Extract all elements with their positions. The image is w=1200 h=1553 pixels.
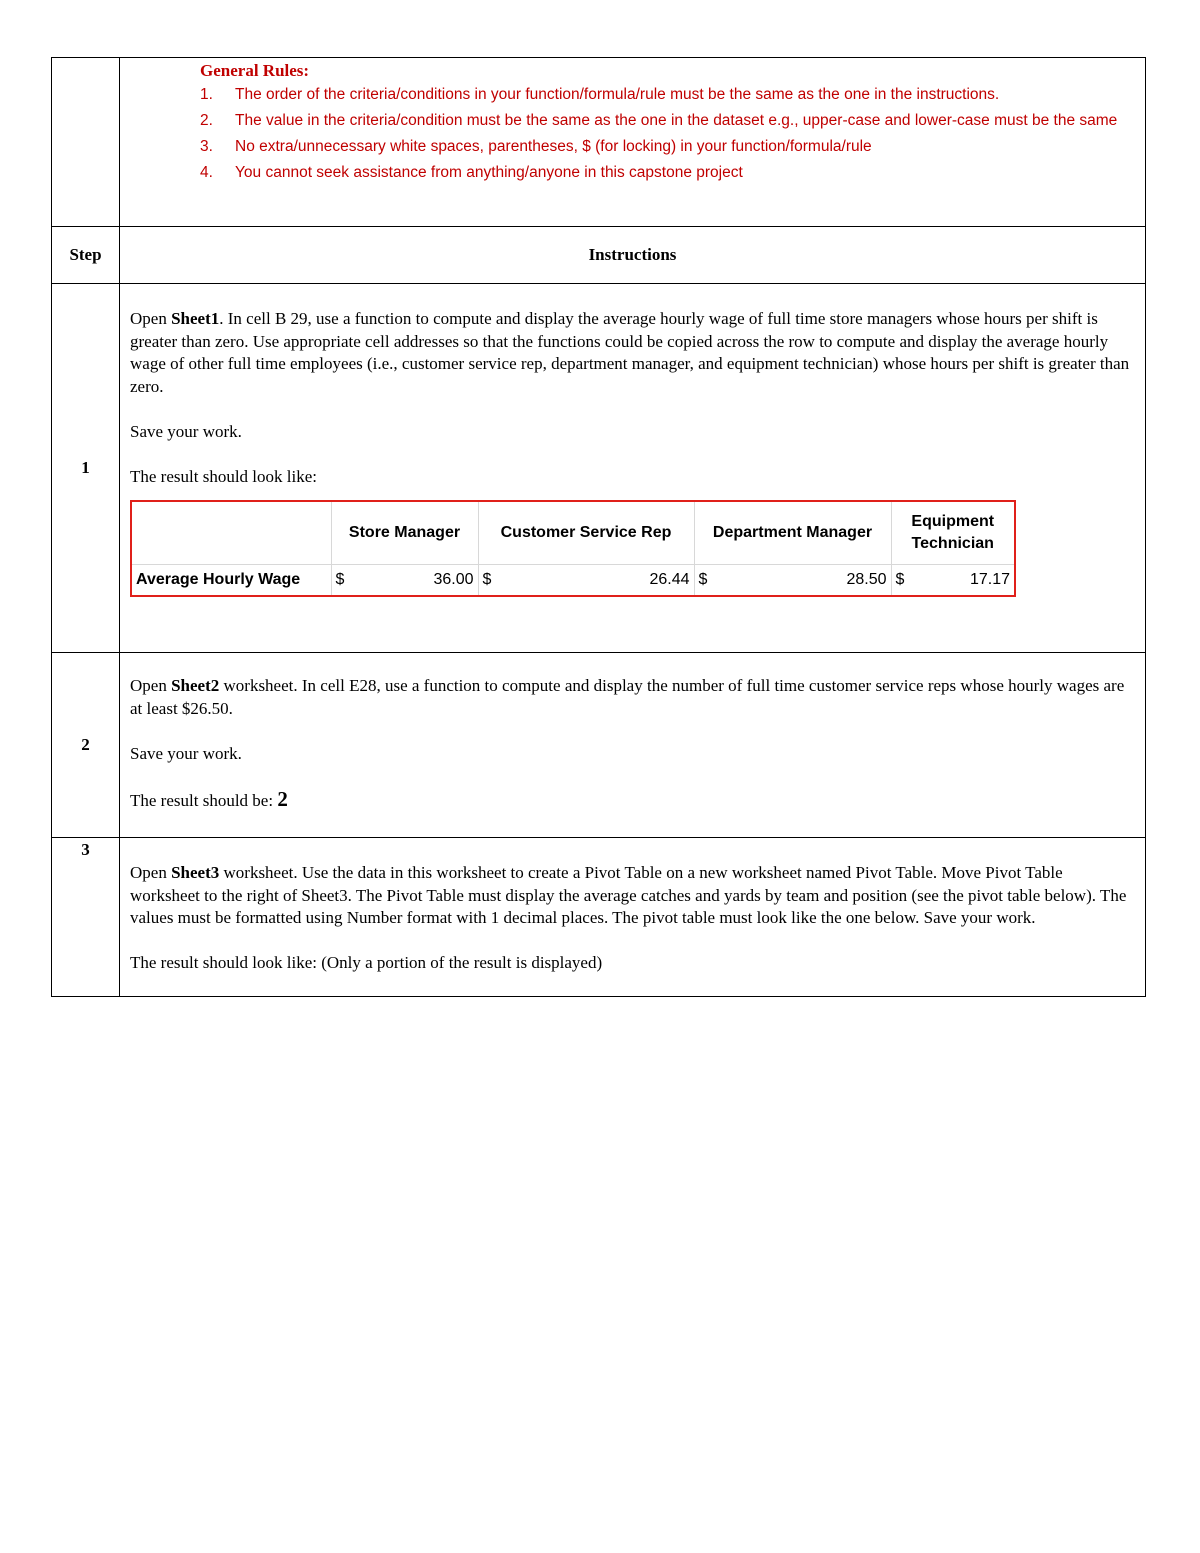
column-header: Store Manager (331, 501, 478, 565)
rule-text: The value in the criteria/condition must be the same as the one in the dataset e.g., upper-case and lower-case must be the same (235, 112, 1118, 129)
result-value-row (131, 565, 1015, 597)
rule-text: The order of the criteria/conditions in your function/formula/rule must be the same as the one in the instructions. (235, 86, 1000, 103)
result-table (130, 500, 1016, 597)
instructions-table (51, 57, 1146, 997)
step-number: 3 (52, 838, 120, 997)
sheet-name: Sheet1 (171, 309, 220, 328)
result-text: The result should look like: (130, 466, 317, 486)
open-label: Open (130, 309, 172, 328)
instructions-header: Instructions (120, 227, 1146, 284)
step-number: 2 (52, 653, 120, 838)
column-header: Equipment Technician (891, 501, 1015, 565)
save-text: Save your work. (130, 421, 242, 441)
step-1-text (130, 308, 1135, 398)
column-header: Customer Service Rep (478, 501, 694, 565)
value-cell (478, 565, 694, 597)
value: 28.50 (846, 570, 887, 588)
value-cell (694, 565, 891, 597)
currency-symbol: $ (698, 570, 708, 588)
value-cell (331, 565, 478, 597)
sheet-name: Sheet3 (171, 863, 220, 882)
currency-symbol: $ (895, 570, 905, 588)
step-header: Step (52, 227, 120, 284)
result-answer: 2 (277, 786, 288, 811)
instruction-text: worksheet. Use the data in this worksheet to create a Pivot Table on a new worksheet named Pivot Table. Move Pivot Table worksheet to the right of Sheet3. The Pivot Table must display the average catches and yards by team and position (see the pivot table below). The values must be formatted using Number format with 1 decimal places. The pivot table must look like the one below. Save your work. (130, 863, 1127, 927)
value-cell (891, 565, 1015, 597)
open-label: Open (130, 676, 172, 695)
rule-item (200, 82, 1135, 108)
step-2-text (130, 675, 1135, 720)
instruction-text: . In cell B 29, use a function to compute and display the average hourly wage of full time store managers whose hours per shift is greater than zero. Use appropriate cell addresses so that the functions could be copied across the row to compute and display the average hourly wage of other full time employees (i.e., customer service rep, department manager, and equipment technician) whose hours per shift is greater than zero. (130, 309, 1130, 396)
rule-text: No extra/unnecessary white spaces, parentheses, $ (for locking) in your function/formula/rule (235, 138, 872, 155)
rules-list (200, 82, 1135, 186)
step-3-text (130, 862, 1135, 930)
row-label: Average Hourly Wage (131, 565, 331, 597)
rule-number: 1. (200, 86, 213, 103)
rule-item (200, 108, 1135, 134)
rule-number: 2. (200, 112, 213, 129)
empty-header-cell (131, 501, 331, 565)
value: 36.00 (433, 570, 474, 588)
step-2-row (52, 653, 1146, 838)
step-3-content (120, 838, 1146, 997)
column-header: Department Manager (694, 501, 891, 565)
rule-number: 4. (200, 164, 213, 181)
step-3-row (52, 838, 1146, 997)
currency-symbol: $ (482, 570, 492, 588)
rules-cell (120, 58, 1146, 227)
open-label: Open (130, 863, 172, 882)
rules-row (52, 58, 1146, 227)
instruction-text: worksheet. In cell E28, use a function to compute and display the number of full time customer service reps whose hourly wages are at least $26.50. (130, 676, 1125, 718)
save-text: Save your work. (130, 743, 242, 763)
step-1-row (52, 284, 1146, 653)
step-number: 1 (52, 284, 120, 653)
rule-item (200, 134, 1135, 160)
result-text: The result should look like: (Only a portion of the result is displayed) (130, 953, 603, 972)
rule-number: 3. (200, 138, 213, 155)
rules-step-cell (52, 58, 120, 227)
rule-text: You cannot seek assistance from anything/anyone in this capstone project (235, 164, 743, 181)
header-row (52, 227, 1146, 284)
result-label: The result should be: (130, 790, 278, 810)
step-1-content (120, 284, 1146, 653)
sheet-name: Sheet2 (171, 676, 220, 695)
rule-item (200, 160, 1135, 186)
result-text (130, 788, 1135, 813)
result-header-row (131, 501, 1015, 565)
value: 26.44 (649, 570, 690, 588)
rules-title: General Rules: (200, 61, 310, 80)
step-2-content (120, 653, 1146, 838)
currency-symbol: $ (335, 570, 345, 588)
value: 17.17 (969, 570, 1010, 588)
